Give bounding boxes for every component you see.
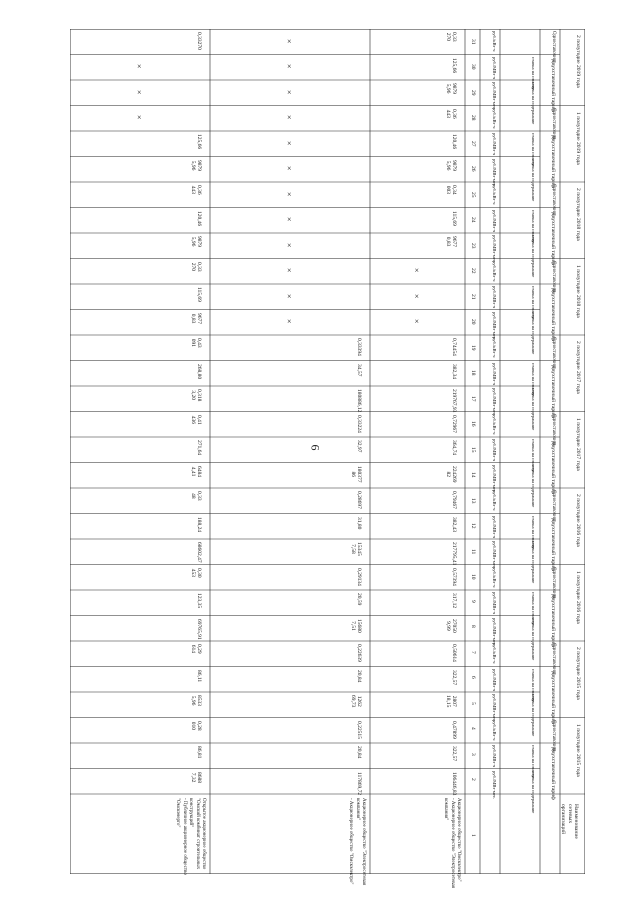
column-number: 25 bbox=[470, 191, 476, 198]
column-number: 15 bbox=[470, 446, 476, 453]
unit-label: руб./МВт·мес. bbox=[492, 464, 497, 493]
tariff-value: 68602,47 bbox=[196, 542, 202, 563]
one-part-tariff-header: Одноставочны bbox=[551, 184, 556, 216]
period-header: 1 полугодие 2016 года bbox=[575, 570, 581, 624]
column-number: 5 bbox=[470, 701, 476, 705]
tariff-value: 9879 5,96 bbox=[444, 159, 457, 171]
unit-label: руб./МВт·мес. bbox=[492, 158, 497, 187]
rate-name: ставка на содержание bbox=[531, 464, 536, 507]
column-number: 30 bbox=[470, 64, 476, 70]
empty-cell-cross: × bbox=[137, 87, 142, 97]
organization-name: Открытое акционерное общество "Омский комбинат строительных конструкций" - Публичное акционерное общество "Омскэнерго" bbox=[175, 798, 206, 875]
unit-label: руб./МВт·ч bbox=[492, 362, 497, 385]
rate-name: ставка на содержание bbox=[531, 617, 536, 660]
column-number: 26 bbox=[470, 166, 476, 172]
rate-name: ставка на содержание bbox=[531, 235, 536, 278]
tariff-value: 0,79467 bbox=[451, 491, 457, 509]
rate-name: ставка на оплату bbox=[531, 668, 536, 702]
empty-cell-cross: × bbox=[287, 189, 292, 199]
empty-cell-cross: × bbox=[414, 291, 420, 301]
rate-name: ставка на оплату bbox=[531, 286, 536, 319]
empty-cell-cross: × bbox=[287, 266, 292, 276]
tariff-value: 69765,91 bbox=[196, 618, 202, 640]
rate-name: ставка на оплату bbox=[531, 133, 536, 166]
unit-label: руб./кВт·ч bbox=[492, 31, 497, 52]
period-header: 2 полугодие 2017 года bbox=[575, 341, 581, 394]
tariff-value: 9879 5,96 bbox=[444, 83, 457, 94]
tariff-value: 0,36 443 bbox=[444, 108, 457, 119]
rate-name: ставка на оплату bbox=[531, 745, 536, 778]
period-header: 1 полугодие 2018 года bbox=[575, 264, 581, 318]
tariff-value: 27050 9,99 bbox=[444, 618, 457, 633]
unit-label: руб./МВт·мес. bbox=[492, 694, 497, 723]
column-number: 22 bbox=[470, 268, 476, 274]
empty-cell-cross: × bbox=[137, 113, 142, 123]
rate-name: ставка на оплату bbox=[531, 209, 536, 243]
column-number: 14 bbox=[470, 472, 476, 478]
one-part-tariff-header: Одноставочны bbox=[551, 643, 556, 675]
column-number: 9 bbox=[470, 599, 476, 603]
tariff-value: 15345 7,58 bbox=[349, 542, 362, 556]
tariff-value: 34,57 bbox=[356, 363, 362, 376]
two-part-tariff-header: Двухставочный тариф bbox=[550, 747, 556, 800]
tariff-value: 0,33394 bbox=[356, 338, 362, 356]
tariff-value: 180377 86 bbox=[349, 465, 362, 482]
rate-name: ставка на оплату bbox=[531, 56, 536, 90]
tariff-value: 125,66 bbox=[196, 134, 202, 150]
rate-name: ставка на оплату bbox=[531, 439, 536, 472]
rate-name: ставка на оплату bbox=[531, 592, 536, 625]
unit-label: руб./МВт·ч bbox=[492, 668, 497, 691]
tariff-value: 0,33 270 bbox=[444, 32, 457, 42]
tariff-value: 224269 82 bbox=[444, 465, 457, 482]
unit-label: руб./МВт·ч bbox=[492, 592, 497, 615]
tariff-value: 6484 4,41 bbox=[189, 465, 202, 477]
unit-label: руб./кВт·ч bbox=[492, 719, 497, 740]
rate-name: ставка на содержание bbox=[531, 388, 536, 431]
unit-label: руб./кВт·ч bbox=[492, 107, 497, 128]
tariff-value: 15680 7,51 bbox=[349, 618, 362, 633]
column-number: 1 bbox=[470, 834, 476, 837]
rate-name: ставка на содержание bbox=[531, 541, 536, 584]
unit-label: руб./МВт·ч bbox=[492, 209, 497, 232]
tariff-value: 20,84 bbox=[356, 746, 362, 759]
tariff-value: 106446,83 bbox=[451, 771, 457, 795]
column-number: 8 bbox=[470, 625, 476, 628]
empty-cell-cross: × bbox=[287, 87, 292, 97]
tariff-value: 0,33270 bbox=[196, 32, 202, 50]
tariff-value: 120,46 bbox=[196, 210, 202, 226]
unit-label: руб./МВт·ч bbox=[492, 56, 497, 79]
two-part-tariff-header: Двухставочный тариф bbox=[550, 364, 556, 418]
tariff-value: 9677 0,83 bbox=[189, 312, 202, 324]
column-number: 12 bbox=[470, 523, 476, 529]
rate-name: ставка на оплату bbox=[531, 515, 536, 549]
period-header: 1 полугодие 2015 года bbox=[575, 723, 581, 777]
empty-cell-cross: × bbox=[137, 62, 142, 72]
tariff-value: 0,28 010 bbox=[189, 720, 202, 731]
one-part-tariff-header: Одноставочны bbox=[551, 107, 556, 139]
column-number: 17 bbox=[470, 395, 476, 402]
tariff-value: 0,29 614 bbox=[189, 644, 202, 654]
empty-cell-cross: × bbox=[414, 317, 420, 327]
organization-name: Акционерное общество "Электросетевая компания" - Акционерное общество "Омскэлектро" bbox=[348, 798, 366, 886]
empty-cell-cross: × bbox=[287, 164, 292, 174]
column-number: 29 bbox=[470, 89, 476, 96]
tariff-value: 0,36 443 bbox=[189, 185, 202, 195]
empty-cell-cross: × bbox=[287, 62, 292, 72]
tariff-value: 0,57394 bbox=[451, 567, 457, 586]
one-part-tariff-header: Одноставочны bbox=[551, 719, 556, 751]
column-number: 23 bbox=[470, 242, 476, 249]
empty-cell-cross: × bbox=[287, 215, 292, 225]
tariff-value: 219767,93 bbox=[451, 389, 457, 413]
tariff-value: 31,80 bbox=[356, 516, 362, 529]
unit-label: руб./МВт·ч bbox=[492, 439, 497, 462]
column-number: 28 bbox=[470, 115, 476, 121]
empty-cell-cross: × bbox=[287, 138, 292, 148]
tariff-value: 217795,41 bbox=[451, 542, 457, 566]
tariff-value: 0,33 48 bbox=[189, 491, 202, 501]
tariff-value: 322,57 bbox=[451, 746, 457, 762]
tariff-value: 0,72967 bbox=[451, 414, 457, 433]
tariff-value: 364,74 bbox=[451, 440, 457, 456]
one-part-tariff-header: Одноставочны bbox=[551, 566, 556, 598]
empty-cell-cross: × bbox=[287, 113, 292, 123]
tariff-value: 382,43 bbox=[451, 516, 457, 532]
unit-label: руб./МВт·ч bbox=[492, 286, 497, 309]
tariff-table bbox=[70, 29, 585, 889]
tariff-value: 8688 7,32 bbox=[189, 771, 202, 783]
tariff-value: 32,97 bbox=[356, 440, 362, 453]
column-number: 4 bbox=[470, 727, 476, 730]
unit-label: руб./МВт·мес. bbox=[492, 770, 497, 799]
rate-name: ставка на содержание bbox=[531, 770, 536, 813]
tariff-value: 0,41 436 bbox=[189, 414, 202, 425]
empty-cell-cross: × bbox=[287, 291, 292, 301]
column-number: 24 bbox=[470, 217, 476, 223]
unit-label: руб./МВт·мес. bbox=[492, 311, 497, 340]
tariff-value: 322,57 bbox=[451, 669, 457, 685]
column-number: 18 bbox=[470, 370, 476, 376]
column-number: 6 bbox=[470, 676, 476, 679]
unit-label: руб./кВт·ч bbox=[492, 566, 497, 587]
column-number: 3 bbox=[470, 752, 476, 756]
two-part-tariff-header: Двухставочный тариф bbox=[550, 211, 556, 265]
tariff-value: 123,35 bbox=[196, 593, 202, 609]
unit-label: руб./МВт·мес. bbox=[492, 235, 497, 264]
one-part-tariff-header: Одноставочны bbox=[551, 490, 556, 522]
unit-label: руб./МВт·ч bbox=[492, 515, 497, 538]
one-part-tariff-header: Одноставочны bbox=[551, 31, 556, 63]
tariff-value: 9879 5,96 bbox=[189, 159, 202, 171]
unit-label: руб./кВт·ч bbox=[492, 490, 497, 511]
tariff-value: 20,59 bbox=[356, 593, 362, 606]
column-number: 27 bbox=[470, 140, 476, 147]
unit-label: руб./МВт·мес. bbox=[492, 82, 497, 111]
tariff-value: 0,22515 bbox=[356, 720, 362, 739]
tariff-value: 86,11 bbox=[196, 669, 202, 682]
one-part-tariff-header: Одноставочны bbox=[551, 413, 556, 445]
empty-cell-cross: × bbox=[287, 317, 292, 327]
period-header: 2 полугодие 2018 года bbox=[575, 188, 581, 241]
period-header: 2 полугодие 2019 года bbox=[575, 35, 581, 88]
column-number: 20 bbox=[470, 319, 476, 325]
tariff-value: 268,80 bbox=[196, 363, 202, 379]
two-part-tariff-header: Двухставочный тариф bbox=[550, 594, 556, 647]
column-number: 31 bbox=[470, 38, 476, 45]
rate-name: ставка на содержание bbox=[531, 311, 536, 354]
tariff-value: 117869,72 bbox=[356, 771, 362, 795]
two-part-tariff-header: Двухставочный тариф bbox=[550, 135, 556, 188]
rate-name: ставка на содержание bbox=[531, 158, 536, 201]
tariff-value: 382,34 bbox=[451, 363, 457, 379]
two-part-tariff-header: Двухставочный тариф bbox=[550, 288, 556, 341]
two-part-tariff-header: Двухставочный тариф bbox=[550, 441, 556, 494]
column-number: 19 bbox=[470, 344, 476, 351]
period-header: 2 полугодие 2016 года bbox=[575, 494, 581, 547]
rate-name: ставка на содержание bbox=[531, 694, 536, 737]
tariff-value: 0,29134 bbox=[356, 567, 362, 586]
column-number: 2 bbox=[470, 778, 476, 781]
two-part-tariff-header: Двухставочный тариф bbox=[550, 58, 556, 112]
period-header: 2 полугодие 2015 года bbox=[575, 647, 581, 700]
tariff-value: 9677 0,83 bbox=[444, 236, 457, 247]
unit-label: руб./кВт·ч bbox=[492, 184, 497, 205]
column-number: 16 bbox=[470, 421, 476, 427]
unit-label: руб./кВт·ч bbox=[492, 643, 497, 664]
tariff-value: 0,50614 bbox=[451, 644, 457, 662]
tariff-value: 0,74454 bbox=[451, 338, 457, 356]
page-number: 6 bbox=[308, 444, 323, 451]
tariff-value: 0,43 091 bbox=[189, 338, 202, 348]
tariff-value: 120,46 bbox=[451, 134, 457, 150]
unit-label: руб./кВт·ч bbox=[492, 413, 497, 434]
rate-name: ставка на оплату bbox=[531, 362, 536, 396]
tariff-value: 0,34 003 bbox=[444, 185, 457, 195]
tariff-value: 0,318 3,20 bbox=[189, 389, 202, 402]
tariff-value: 0,22639 bbox=[356, 644, 362, 662]
tariff-value: 2807 18,15 bbox=[444, 695, 457, 708]
rate-name: ставка на содержание bbox=[531, 82, 536, 125]
empty-cell-cross: × bbox=[287, 240, 292, 250]
tariff-value: 0,33 270 bbox=[189, 261, 202, 272]
tariff-value: 115,69 bbox=[196, 287, 202, 302]
tariff-value: 180886,12 bbox=[356, 389, 362, 413]
two-part-tariff-header: Двухставочный тариф bbox=[550, 517, 556, 571]
tariff-value: 9879 5,96 bbox=[189, 236, 202, 247]
table-grid bbox=[70, 29, 585, 874]
unit-label: руб./МВт·мес. bbox=[492, 388, 497, 417]
column-number: 7 bbox=[470, 650, 476, 654]
unit-label: руб./МВт·мес. bbox=[492, 541, 497, 570]
tariff-value: 0,33224 bbox=[356, 414, 362, 433]
unit-label: руб./МВт·ч bbox=[492, 745, 497, 768]
tariff-value: 188,24 bbox=[196, 516, 202, 532]
organization-name: Акционерное общество "Омскэлектро" - Акционерное общество "Электросетевая компания" bbox=[443, 798, 461, 889]
one-part-tariff-header: Одноставочны bbox=[551, 260, 556, 292]
tariff-value: 20,84 bbox=[356, 669, 362, 682]
tariff-value: 271,64 bbox=[196, 440, 202, 456]
tariff-value: 8533 5,96 bbox=[189, 695, 202, 706]
empty-cell-cross: × bbox=[414, 266, 420, 276]
column-number: 11 bbox=[470, 548, 476, 555]
column-number: 21 bbox=[470, 293, 476, 300]
unit-label: руб./кВт·ч bbox=[492, 260, 497, 281]
tariff-value: 1262 69,73 bbox=[349, 695, 362, 708]
tariff-value: 317,12 bbox=[451, 593, 457, 609]
column-number: 10 bbox=[470, 574, 476, 580]
tariff-value: 0,47899 bbox=[451, 720, 457, 739]
empty-cell-cross: × bbox=[287, 36, 292, 46]
tariff-value: 125,66 bbox=[451, 57, 457, 73]
two-part-tariff-header: Двухставочный тариф bbox=[550, 670, 556, 724]
row-name-header: Наименование сетевых организаций bbox=[560, 804, 579, 839]
period-header: 1 полугодие 2019 года bbox=[575, 111, 581, 165]
tariff-value: 86,81 bbox=[196, 746, 202, 759]
unit-label: руб./МВт·ч bbox=[492, 133, 497, 156]
tariff-value: 115,69 bbox=[451, 210, 457, 226]
one-part-tariff-header: Одноставочны bbox=[551, 337, 556, 369]
unit-label: руб./МВт·мес. bbox=[492, 617, 497, 646]
tariff-value: 0,30 453 bbox=[189, 567, 202, 578]
unit-label: руб./кВт·ч bbox=[492, 337, 497, 358]
period-header: 1 полугодие 2017 года bbox=[575, 417, 581, 471]
tariff-value: 0,28697 bbox=[356, 491, 362, 509]
column-number: 13 bbox=[470, 497, 476, 504]
